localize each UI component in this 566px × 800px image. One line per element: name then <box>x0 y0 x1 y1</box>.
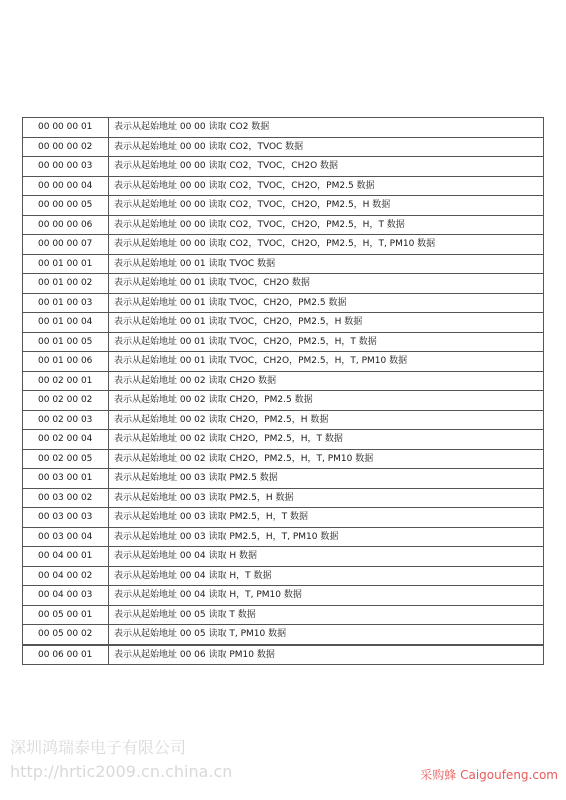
row-description: 表示从起始地址 00 04 读取 H，T 数据 <box>109 566 544 586</box>
row-description: 表示从起始地址 00 02 读取 CH2O，PM2.5，H 数据 <box>109 410 544 430</box>
table-row <box>23 371 544 391</box>
row-description: 表示从起始地址 00 02 读取 CH2O 数据 <box>109 371 544 391</box>
table-row <box>23 157 544 177</box>
table-row-last <box>22 645 544 665</box>
row-description: 表示从起始地址 00 02 读取 CH2O，PM2.5 数据 <box>109 391 544 411</box>
row-code: 00 02 00 05 <box>23 449 109 469</box>
row-code: 00 01 00 05 <box>23 332 109 352</box>
row-description: 表示从起始地址 00 00 读取 CO2，TVOC，CH2O 数据 <box>109 157 544 177</box>
row-code: 00 06 00 01 <box>23 646 109 664</box>
table-row <box>23 508 544 528</box>
row-description: 表示从起始地址 00 03 读取 PM2.5，H，T, PM10 数据 <box>109 527 544 547</box>
row-description: 表示从起始地址 00 00 读取 CO2，TVOC，CH2O，PM2.5 数据 <box>109 176 544 196</box>
table-row <box>23 410 544 430</box>
watermark-url: http://hrtic2009.cn.china.cn <box>10 762 233 781</box>
row-code: 00 03 00 03 <box>23 508 109 528</box>
table-row <box>23 352 544 372</box>
row-code: 00 00 00 02 <box>23 137 109 157</box>
table-row <box>23 176 544 196</box>
table-row <box>23 118 544 138</box>
row-description: 表示从起始地址 00 05 读取 T, PM10 数据 <box>109 625 544 645</box>
row-description: 表示从起始地址 00 01 读取 TVOC 数据 <box>109 254 544 274</box>
row-code: 00 05 00 01 <box>23 605 109 625</box>
table-row <box>23 313 544 333</box>
row-code: 00 02 00 02 <box>23 391 109 411</box>
table-row <box>23 235 544 255</box>
table-row <box>23 332 544 352</box>
row-description: 表示从起始地址 00 01 读取 TVOC，CH2O，PM2.5 数据 <box>109 293 544 313</box>
watermark-site: 采购蜂 Caigoufeng.com <box>420 768 558 782</box>
row-code: 00 00 00 07 <box>23 235 109 255</box>
row-code: 00 03 00 02 <box>23 488 109 508</box>
row-description: 表示从起始地址 00 01 读取 TVOC，CH2O，PM2.5，H，T, PM10 数据 <box>109 352 544 372</box>
row-description: 表示从起始地址 00 06 读取 PM10 数据 <box>114 650 275 660</box>
row-code: 00 01 00 01 <box>23 254 109 274</box>
row-description: 表示从起始地址 00 01 读取 TVOC，CH2O 数据 <box>109 274 544 294</box>
watermark-company <box>10 738 232 782</box>
row-description: 表示从起始地址 00 05 读取 T 数据 <box>109 605 544 625</box>
table-row <box>23 469 544 489</box>
row-description: 表示从起始地址 00 01 读取 TVOC，CH2O，PM2.5，H 数据 <box>109 313 544 333</box>
table-row <box>23 566 544 586</box>
table-row <box>23 527 544 547</box>
row-description: 表示从起始地址 00 03 读取 PM2.5 数据 <box>109 469 544 489</box>
table-row <box>23 254 544 274</box>
table-row <box>23 391 544 411</box>
row-code: 00 01 00 06 <box>23 352 109 372</box>
table-row <box>23 586 544 606</box>
row-description: 表示从起始地址 00 02 读取 CH2O，PM2.5，H，T 数据 <box>109 430 544 450</box>
watermark-company-name: 深圳鸿瑞泰电子有限公司 <box>10 738 187 757</box>
row-code: 00 05 00 02 <box>23 625 109 645</box>
table-row <box>23 547 544 567</box>
row-description: 表示从起始地址 00 01 读取 TVOC，CH2O，PM2.5，H，T 数据 <box>109 332 544 352</box>
row-description: 表示从起始地址 00 00 读取 CO2，TVOC 数据 <box>109 137 544 157</box>
row-code: 00 02 00 04 <box>23 430 109 450</box>
table-row <box>23 605 544 625</box>
row-code: 00 00 00 01 <box>23 118 109 138</box>
table-row <box>23 430 544 450</box>
row-description: 表示从起始地址 00 04 读取 H，T, PM10 数据 <box>109 586 544 606</box>
row-code: 00 03 00 04 <box>23 527 109 547</box>
row-code: 00 00 00 06 <box>23 215 109 235</box>
row-description: 表示从起始地址 00 00 读取 CO2，TVOC，CH2O，PM2.5，H，T, PM10 数据 <box>109 235 544 255</box>
row-description: 表示从起始地址 00 04 读取 H 数据 <box>109 547 544 567</box>
row-code: 00 00 00 04 <box>23 176 109 196</box>
register-table <box>22 117 544 645</box>
row-code: 00 02 00 01 <box>23 371 109 391</box>
table-row <box>23 488 544 508</box>
table-row <box>23 274 544 294</box>
table-row <box>23 215 544 235</box>
row-description: 表示从起始地址 00 00 读取 CO2，TVOC，CH2O，PM2.5，H 数据 <box>109 196 544 216</box>
row-code: 00 03 00 01 <box>23 469 109 489</box>
row-code: 00 01 00 04 <box>23 313 109 333</box>
row-code: 00 01 00 03 <box>23 293 109 313</box>
row-code: 00 02 00 03 <box>23 410 109 430</box>
row-code: 00 01 00 02 <box>23 274 109 294</box>
row-code: 00 00 00 05 <box>23 196 109 216</box>
table-row <box>23 625 544 645</box>
row-description: 表示从起始地址 00 00 读取 CO2，TVOC，CH2O，PM2.5，H，T 数据 <box>109 215 544 235</box>
table-row <box>23 293 544 313</box>
row-code: 00 00 00 03 <box>23 157 109 177</box>
row-description: 表示从起始地址 00 00 读取 CO2 数据 <box>109 118 544 138</box>
row-description: 表示从起始地址 00 03 读取 PM2.5，H 数据 <box>109 488 544 508</box>
table-row <box>23 449 544 469</box>
row-code: 00 04 00 03 <box>23 586 109 606</box>
row-description: 表示从起始地址 00 02 读取 CH2O，PM2.5，H，T, PM10 数据 <box>109 449 544 469</box>
row-code: 00 04 00 02 <box>23 566 109 586</box>
table-row <box>23 196 544 216</box>
table-row <box>23 137 544 157</box>
row-code: 00 04 00 01 <box>23 547 109 567</box>
row-description: 表示从起始地址 00 03 读取 PM2.5，H，T 数据 <box>109 508 544 528</box>
